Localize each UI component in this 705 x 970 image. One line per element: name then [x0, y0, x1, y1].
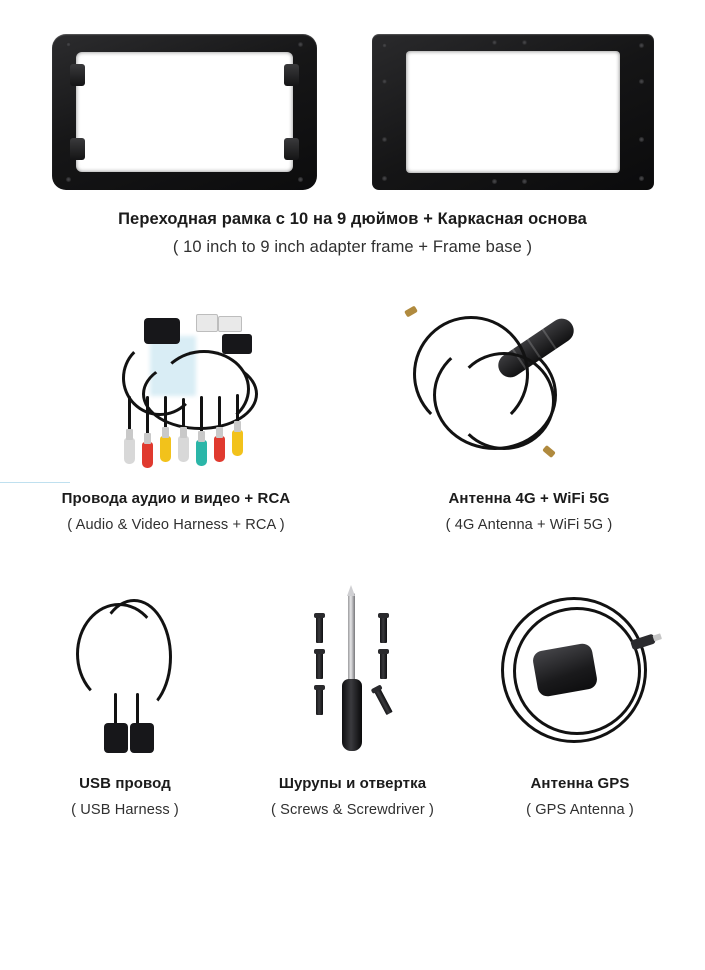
4g-antenna-icon — [353, 300, 705, 490]
screwdriver-shaft-icon — [348, 593, 355, 681]
screw-icon — [374, 689, 392, 715]
harness-caption-ru: Провода аудио и видео + RCA — [61, 490, 291, 507]
harness-connector-icon — [196, 314, 218, 332]
screws-caption-en: ( Screws & Screwdriver ) — [271, 801, 434, 818]
screw-hole-icon — [639, 79, 644, 84]
usb-cable-path — [96, 599, 172, 715]
rca-connector-icon — [124, 438, 135, 464]
frames-caption-ru: Переходная рамка с 10 на 9 дюймов + Каркасная основа — [118, 210, 587, 228]
screw-icon — [316, 617, 323, 643]
screw-hole-icon — [639, 43, 644, 48]
screw-hole-icon — [382, 137, 387, 142]
screw-hole-icon — [639, 137, 644, 142]
column-audio-video-harness — [0, 300, 352, 535]
screw-hole-icon — [639, 176, 644, 181]
rca-connector-icon — [232, 430, 243, 456]
usb-cable-path — [114, 693, 117, 727]
frame-tab-icon — [284, 64, 299, 86]
harness-caption-en: ( Audio & Video Harness + RCA ) — [67, 516, 285, 533]
frame-tab-icon — [284, 138, 299, 160]
adapter-frame-icon — [52, 34, 317, 190]
frame-tab-icon — [70, 138, 85, 160]
screw-hole-icon — [492, 40, 497, 45]
usb-cable-path — [136, 693, 139, 727]
column-gps-antenna — [465, 585, 695, 820]
antenna-connector-icon — [404, 305, 418, 317]
gps-caption-en: ( GPS Antenna ) — [526, 801, 634, 818]
section-usb-screws-gps — [0, 585, 705, 885]
harness-connector-icon — [222, 334, 252, 354]
rca-connector-icon — [178, 436, 189, 462]
antenna-connector-icon — [542, 445, 556, 458]
column-4g-antenna — [353, 300, 705, 535]
screw-icon — [316, 653, 323, 679]
section-harness-antenna — [0, 300, 705, 585]
screw-hole-icon — [492, 179, 497, 184]
antenna-cable-icon — [453, 352, 555, 450]
usb-cable-icon — [10, 585, 240, 775]
gps-antenna-icon — [465, 585, 695, 775]
screws-caption-ru: Шурупы и отвертка — [278, 775, 427, 792]
frames-caption — [0, 209, 705, 258]
frame-tab-icon — [70, 64, 85, 86]
screwdriver-tip-icon — [347, 585, 355, 596]
screw-hole-icon — [382, 43, 387, 48]
usb-connector-icon — [104, 723, 128, 753]
usb-connector-icon — [130, 723, 154, 753]
rca-connector-icon — [214, 436, 225, 462]
frames-caption-en: ( 10 inch to 9 inch adapter frame + Frame base ) — [172, 237, 533, 256]
screwdriver-handle-icon — [342, 679, 362, 751]
rca-connector-icon — [160, 436, 171, 462]
rca-connector-icon — [142, 442, 153, 468]
audio-video-harness-icon — [0, 300, 352, 490]
column-usb-harness — [10, 585, 240, 820]
antenna-caption-en: ( 4G Antenna + WiFi 5G ) — [445, 516, 613, 533]
harness-connector-icon — [218, 316, 242, 332]
screw-icon — [316, 689, 323, 715]
section-frames — [0, 0, 705, 300]
screw-icon — [380, 653, 387, 679]
gps-caption-ru: Антенна GPS — [530, 775, 630, 792]
screw-hole-icon — [66, 42, 71, 47]
frames-illustration-row — [0, 0, 705, 195]
screw-hole-icon — [298, 177, 303, 182]
screw-icon — [380, 617, 387, 643]
frame-base-icon — [372, 34, 654, 190]
decorative-line — [0, 482, 70, 483]
usb-caption-en: ( USB Harness ) — [71, 801, 179, 818]
screw-hole-icon — [522, 179, 527, 184]
screw-hole-icon — [382, 79, 387, 84]
screw-hole-icon — [66, 177, 71, 182]
screw-hole-icon — [522, 40, 527, 45]
antenna-caption-ru: Антенна 4G + WiFi 5G — [448, 490, 610, 507]
screw-hole-icon — [382, 176, 387, 181]
screwdriver-and-screws-icon — [240, 585, 465, 775]
usb-caption-ru: USB провод — [79, 775, 171, 792]
screw-hole-icon — [298, 42, 303, 47]
rca-connector-icon — [196, 440, 207, 466]
column-screws-screwdriver — [240, 585, 465, 820]
